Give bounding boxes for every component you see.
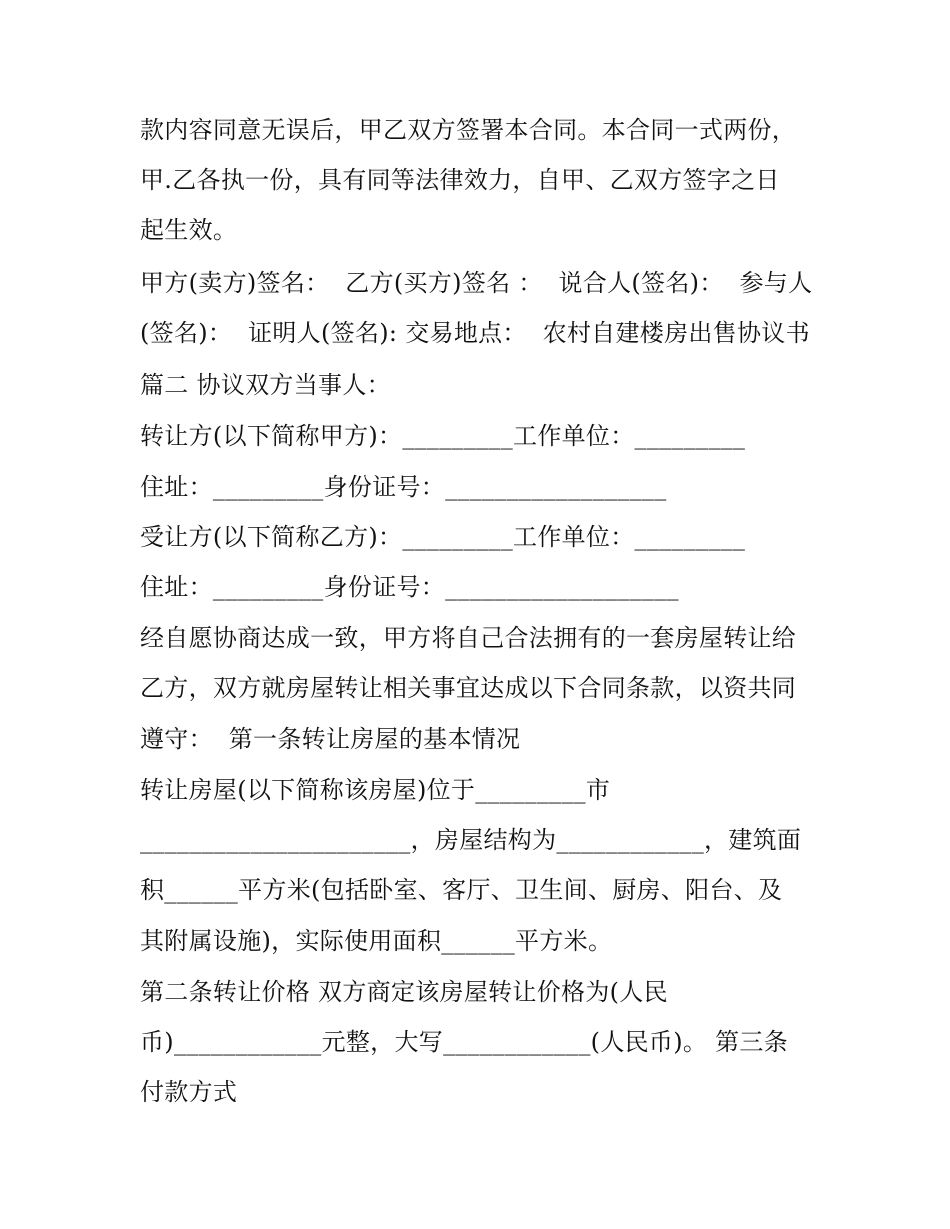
text-line: 付款方式 [140, 1078, 238, 1106]
text-line: 住址：_________身份证号：___________________ [140, 573, 679, 601]
text-line: 篇二 协议双方当事人： [140, 371, 391, 399]
text-line: 起生效。 [140, 216, 238, 244]
text-line: 第二条转让价格 双方商定该房屋转让价格为(人民 [140, 978, 668, 1006]
text-line: 转让房屋(以下简称该房屋)位于_________市 [140, 776, 611, 804]
text-line: 转让方(以下简称甲方)：_________工作单位：_________ [140, 422, 746, 450]
text-line: 住址：_________身份证号：__________________ [140, 473, 667, 501]
text-line: 款内容同意无误后，甲乙双方签署本合同。本合同一式两份， [140, 116, 797, 144]
text-line: 甲.乙各执一份，具有同等法律效力，自甲、乙双方签字之日 [140, 166, 780, 194]
text-line: 经自愿协商达成一致，甲方将自己合法拥有的一套房屋转让给 [140, 624, 797, 652]
text-line: 甲方(卖方)签名： 乙方(买方)签名 ： 说合人(签名)： 参与人 [140, 269, 813, 297]
text-line: 积______平方米(包括卧室、客厅、卫生间、厨房、阳台、及 [140, 876, 783, 904]
text-line: 币)____________元整，大写____________(人民币)。 第三条 [140, 1028, 789, 1056]
text-line: ______________________，房屋结构为____________，建筑面 [140, 826, 802, 854]
text-line: 遵守： 第一条转让房屋的基本情况 [140, 725, 521, 753]
text-line: 其附属设施)，实际使用面积______平方米。 [140, 927, 613, 955]
text-line: 受让方(以下简称乙方)：_________工作单位：_________ [140, 523, 746, 551]
text-line: 乙方，双方就房屋转让相关事宜达成以下合同条款，以资共同 [140, 674, 797, 702]
text-line: (签名)： 证明人(签名): 交易地点： 农村自建楼房出售协议书 [140, 319, 810, 347]
